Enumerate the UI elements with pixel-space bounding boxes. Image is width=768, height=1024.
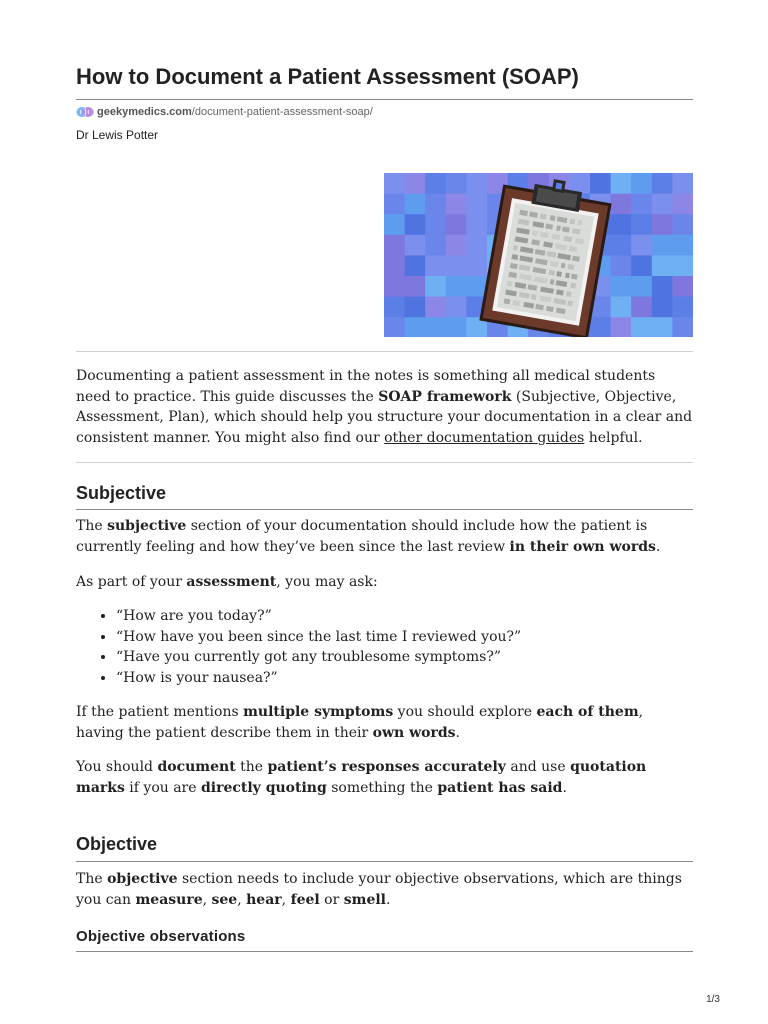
heading-underline — [76, 861, 693, 862]
heading-underline — [76, 509, 693, 510]
section-divider — [76, 462, 693, 463]
objective-heading: Objective — [76, 834, 158, 854]
subjective-paragraph-2: As part of your assessment, you may ask: — [76, 574, 378, 590]
title-divider — [76, 99, 693, 100]
source-url[interactable] — [76, 106, 373, 118]
list-item: • “How is your nausea?” — [116, 668, 693, 689]
documentation-guides-link[interactable]: other documentation guides — [384, 429, 585, 446]
source-domain: geekymedics.com — [97, 106, 192, 118]
objective-observations-subheading: Objective observations — [76, 928, 246, 945]
subjective-heading: Subjective — [76, 483, 167, 503]
author-name: Dr Lewis Potter — [76, 128, 159, 142]
objective-paragraph-1: The objective section needs to include your objective observations, which are things you can measure, see, hear, feel or smell. — [76, 871, 682, 908]
source-path: /document-patient-assessment-soap/ — [191, 106, 373, 118]
list-item: • “How have you been since the last time I reviewed you?” — [116, 627, 693, 648]
question-list — [76, 606, 693, 688]
subjective-paragraph-3: If the patient mentions multiple symptoms you should explore each of them, having the patient describe them in their own words. — [76, 704, 644, 741]
page-title: How to Document a Patient Assessment (SOAP) — [76, 64, 579, 89]
subjective-paragraph-4: You should document the patient’s responses accurately and use quotation marks if you are directly quoting something the patient has said. — [76, 759, 647, 796]
clipboard-illustration — [384, 173, 693, 337]
subjective-paragraph-1: The subjective section of your documentation should include how the patient is currently feeling and how they’ve been since the last review in their own words. — [76, 518, 661, 555]
brain-icon — [76, 106, 94, 118]
page-indicator: 1/3 — [706, 994, 720, 1005]
intro-paragraph: Documenting a patient assessment in the notes is something all medical students need to practice. This guide discusses the SOAP framework (Subjective, Objective, Assessment, Plan), which should help you structure your documentation in a clear and consistent manner. You might also find our other documentation guides helpful. — [76, 368, 693, 446]
section-divider — [76, 351, 693, 352]
subheading-underline — [76, 951, 693, 952]
list-item: • “How are you today?” — [116, 606, 693, 627]
list-item: • “Have you currently got any troublesome symptoms?” — [116, 647, 693, 668]
